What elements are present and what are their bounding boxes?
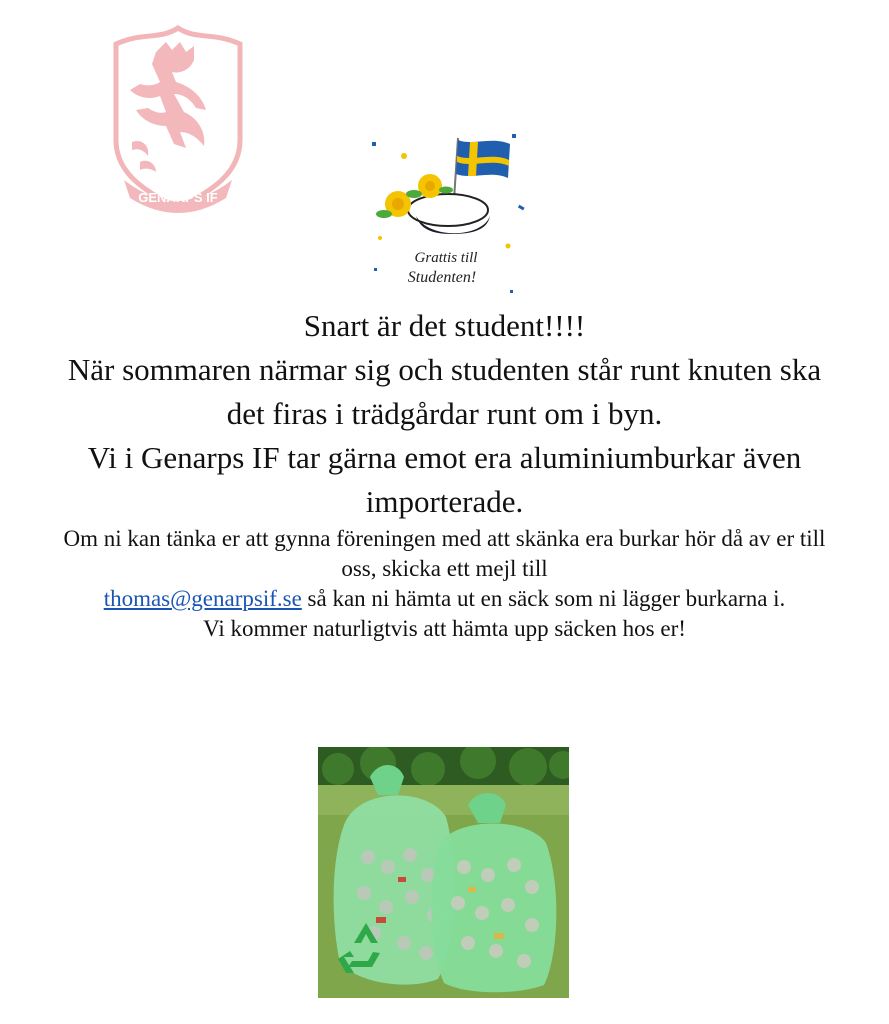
svg-text:Grattis till: Grattis till	[414, 250, 478, 266]
student-cap-with-swedish-flag-icon	[360, 130, 532, 298]
contact-text-before: Om ni kan tänka er att gynna föreningen med att skänka era burkar hör då av er till oss, skicka ett mejl till	[63, 526, 826, 581]
email-link[interactable]: thomas@genarpsif.se	[103, 586, 302, 611]
paragraph-contact	[60, 524, 829, 614]
green-bags-of-cans-with-recycle-symbol-icon	[318, 747, 569, 998]
announcement-text	[60, 304, 829, 644]
svg-text:GENARPS IF: GENARPS IF	[138, 190, 218, 205]
genarps-if-lion-crest-icon	[102, 22, 254, 214]
svg-text:Studenten!: Studenten!	[407, 269, 477, 286]
paragraph-summer-celebration: När sommaren närmar sig och studenten står runt knuten ska det firas i trädgårdar runt om i byn.	[67, 352, 822, 431]
contact-text-after: så kan ni hämta ut en säck som ni lägger burkarna i.	[307, 586, 786, 611]
paragraph-cans-request: Vi i Genarps IF tar gärna emot era aluminiumburkar även importerade.	[87, 440, 802, 519]
headline: Snart är det student!!!!	[303, 308, 586, 343]
paragraph-pickup: Vi kommer naturligtvis att hämta upp säcken hos er!	[203, 616, 686, 641]
